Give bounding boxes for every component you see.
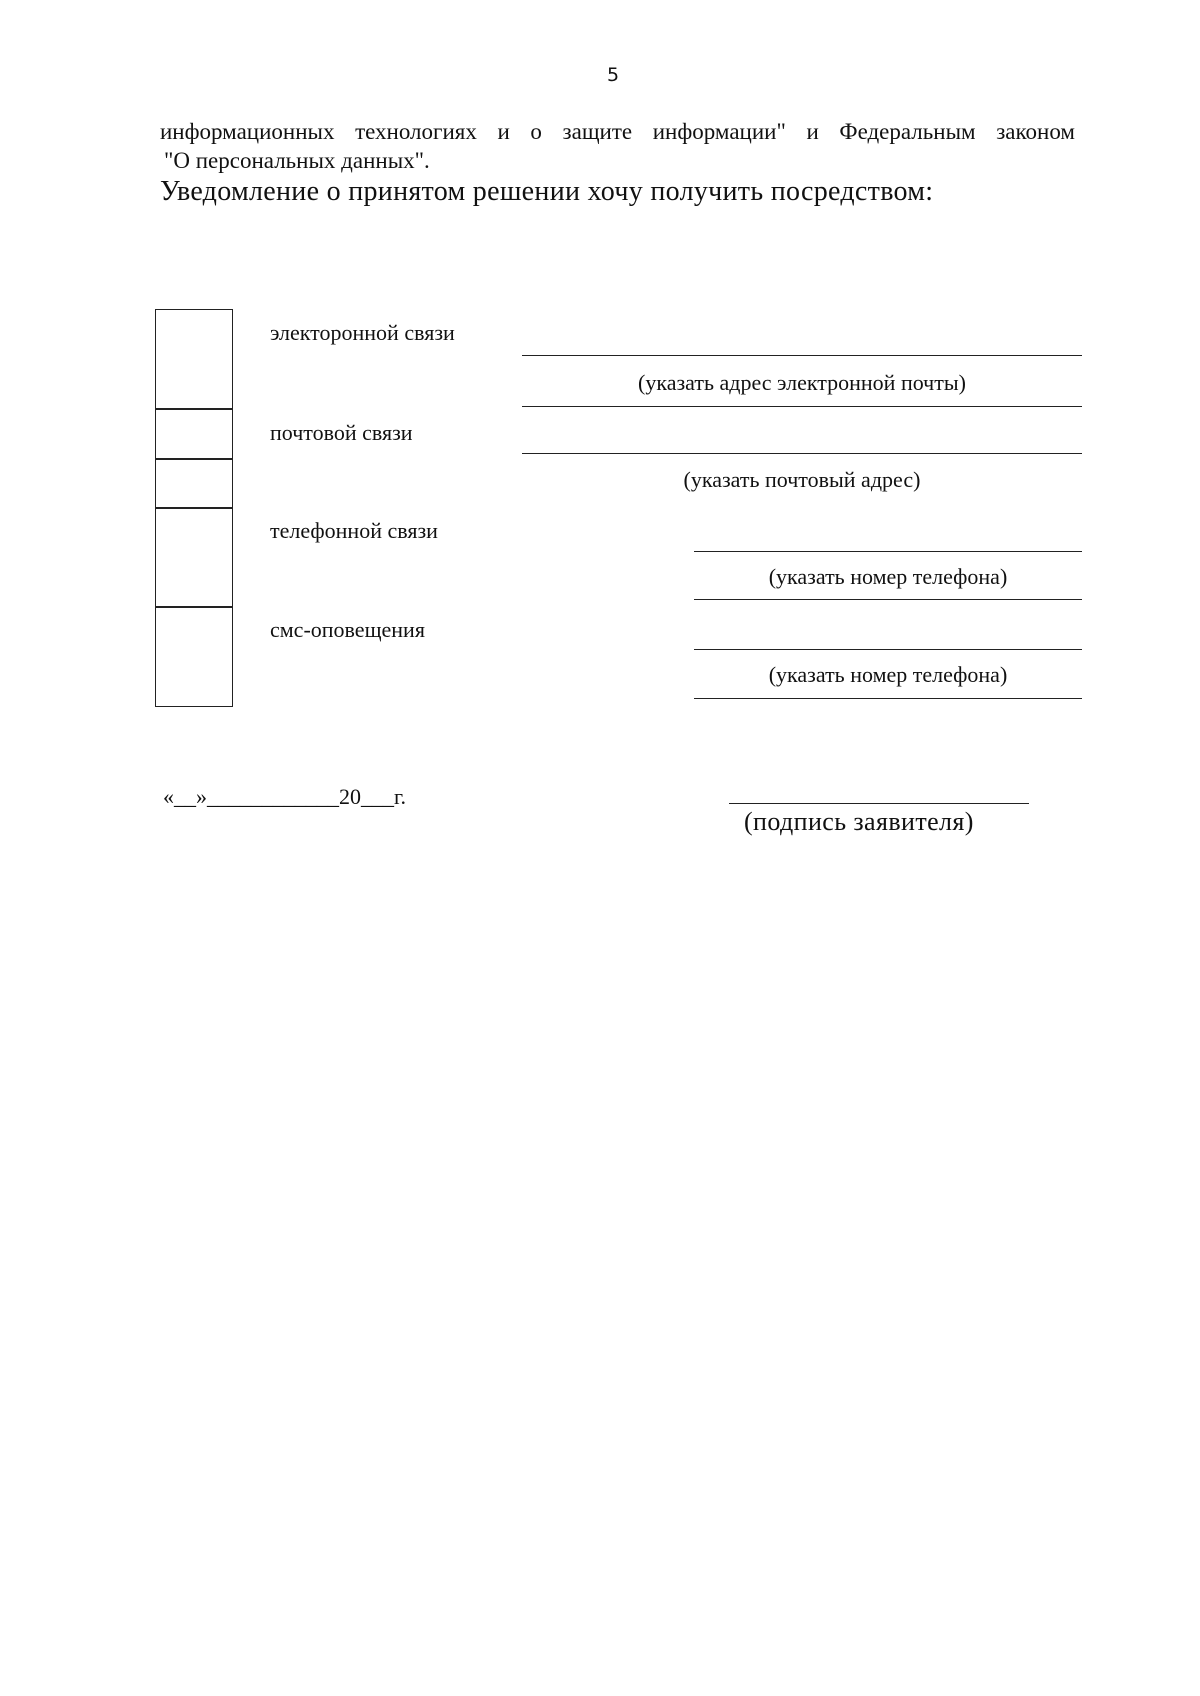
date-field[interactable]: «__»____________20___г. xyxy=(163,784,407,809)
post-checkbox-extra[interactable] xyxy=(155,458,233,509)
paragraph-word: технологиях xyxy=(355,119,477,144)
paragraph-word: информации" xyxy=(652,119,786,144)
email-option-label: электоронной связи xyxy=(270,320,455,345)
sms-input-line-2[interactable] xyxy=(694,698,1082,699)
notification-heading: Уведомление о принятом решении хочу получить посредством: xyxy=(160,176,934,207)
phone-input-line[interactable] xyxy=(694,551,1082,552)
page-number: 5 xyxy=(606,64,620,86)
email-input-line-2[interactable] xyxy=(522,406,1082,407)
paragraph-line-2: "О персональных данных". xyxy=(164,148,430,173)
email-checkbox[interactable] xyxy=(155,309,233,410)
sms-hint: (указать номер телефона) xyxy=(768,662,1008,687)
email-hint: (указать адрес электронной почты) xyxy=(638,370,966,395)
paragraph-word: Федеральным xyxy=(839,119,976,144)
phone-hint: (указать номер телефона) xyxy=(768,564,1008,589)
paragraph-word: защите xyxy=(562,119,633,144)
paragraph-word: информационных xyxy=(160,119,335,144)
post-option-label: почтовой связи xyxy=(270,420,413,445)
paragraph-line-1 xyxy=(160,119,1075,145)
postal-hint: (указать почтовый адрес) xyxy=(683,467,921,492)
phone-input-line-2[interactable] xyxy=(694,599,1082,600)
paragraph-word: и xyxy=(806,119,819,144)
paragraph-word: и xyxy=(497,119,510,144)
phone-option-label: телефонной связи xyxy=(270,518,438,543)
post-checkbox[interactable] xyxy=(155,408,233,460)
sms-input-line[interactable] xyxy=(694,649,1082,650)
email-input-line[interactable] xyxy=(522,355,1082,356)
paragraph-word: о xyxy=(530,119,542,144)
signature-line[interactable] xyxy=(729,803,1029,804)
postal-input-line[interactable] xyxy=(522,453,1082,454)
signature-label: (подпись заявителя) xyxy=(744,807,974,836)
sms-checkbox[interactable] xyxy=(155,606,233,707)
phone-checkbox[interactable] xyxy=(155,507,233,608)
sms-option-label: смс-оповещения xyxy=(270,617,425,642)
paragraph-word: законом xyxy=(996,119,1075,144)
